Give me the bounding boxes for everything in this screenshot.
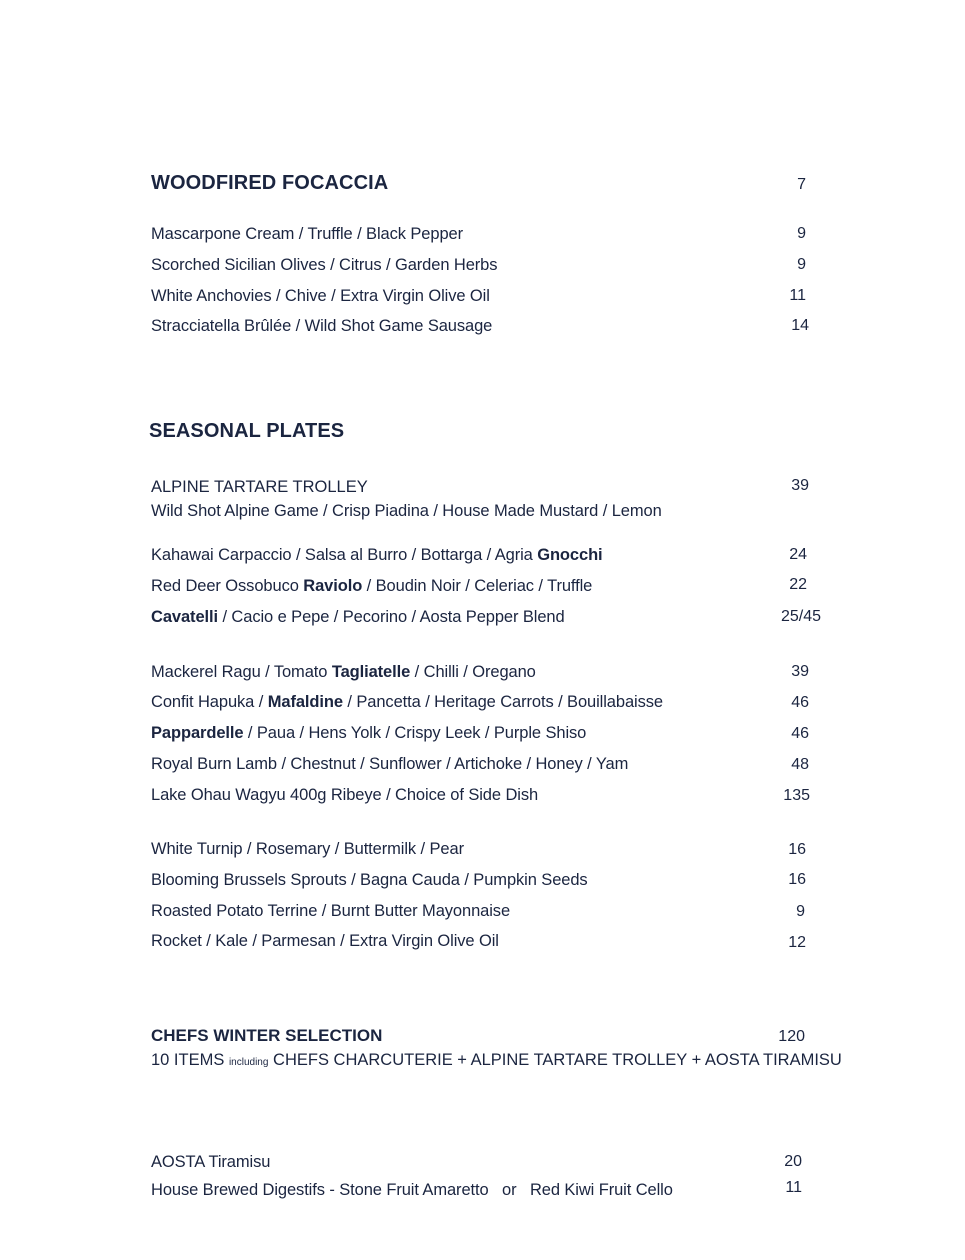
menu-item-kahawai: Kahawai Carpaccio / Salsa al Burro / Bottarga / Agria Gnocchi bbox=[151, 546, 603, 564]
focaccia-item-price: 11 bbox=[789, 287, 806, 304]
focaccia-item-name: Scorched Sicilian Olives / Citrus / Garden Herbs bbox=[151, 256, 498, 274]
seasonal-heading: SEASONAL PLATES bbox=[149, 420, 345, 442]
menu-item-price: 24 bbox=[789, 546, 807, 563]
side-item-name: Roasted Potato Terrine / Burnt Butter Mayonnaise bbox=[151, 902, 511, 920]
side-item-name: Blooming Brussels Sprouts / Bagna Cauda / Pumpkin Seeds bbox=[151, 871, 588, 889]
trolley-description: Wild Shot Alpine Game / Crisp Piadina / House Made Mustard / Lemon bbox=[151, 502, 662, 520]
focaccia-item-price: 14 bbox=[791, 317, 809, 334]
chefs-selection-description: 10 ITEMS including CHEFS CHARCUTERIE + ALPINE TARTARE TROLLEY + AOSTA TIRAMISU bbox=[151, 1051, 842, 1069]
focaccia-item-price: 9 bbox=[797, 256, 806, 273]
menu-item-mafaldine: Confit Hapuka / Mafaldine / Pancetta / Heritage Carrots / Bouillabaisse bbox=[151, 693, 663, 711]
menu-item-wagyu: Lake Ohau Wagyu 400g Ribeye / Choice of Side Dish bbox=[151, 786, 539, 804]
focaccia-price: 7 bbox=[797, 176, 806, 193]
menu-item-price: 48 bbox=[791, 756, 809, 773]
dessert-digestifs-price: 11 bbox=[785, 1179, 802, 1196]
menu-item-price: 135 bbox=[783, 787, 810, 804]
focaccia-item-name: Stracciatella Brûlée / Wild Shot Game Sausage bbox=[151, 317, 493, 335]
menu-item-price: 25/45 bbox=[780, 608, 821, 625]
trolley-price: 39 bbox=[791, 477, 809, 494]
menu-item-raviolo: Red Deer Ossobuco Raviolo / Boudin Noir / Celeriac / Truffle bbox=[151, 577, 593, 595]
dessert-digestifs: House Brewed Digestifs - Stone Fruit Amaretto or Red Kiwi Fruit Cello bbox=[151, 1181, 673, 1199]
menu-item-price: 46 bbox=[791, 725, 809, 742]
focaccia-heading: WOODFIRED FOCACCIA bbox=[151, 172, 389, 194]
menu-item-price: 39 bbox=[791, 663, 809, 680]
focaccia-item-price: 9 bbox=[797, 225, 806, 242]
menu-item-cavatelli: Cavatelli / Cacio e Pepe / Pecorino / Aosta Pepper Blend bbox=[151, 608, 565, 626]
dessert-tiramisu: AOSTA Tiramisu bbox=[151, 1153, 271, 1171]
chefs-selection-heading: CHEFS WINTER SELECTION bbox=[151, 1026, 383, 1045]
menu-item-tagliatelle: Mackerel Ragu / Tomato Tagliatelle / Chilli / Oregano bbox=[151, 663, 536, 681]
side-item-name: White Turnip / Rosemary / Buttermilk / Pear bbox=[151, 840, 464, 858]
side-item-name: Rocket / Kale / Parmesan / Extra Virgin Olive Oil bbox=[151, 932, 499, 950]
menu-item-lamb: Royal Burn Lamb / Chestnut / Sunflower / Artichoke / Honey / Yam bbox=[151, 755, 629, 773]
trolley-name: ALPINE TARTARE TROLLEY bbox=[151, 478, 368, 496]
side-item-price: 16 bbox=[788, 841, 806, 858]
side-item-price: 9 bbox=[796, 903, 805, 920]
focaccia-item-name: Mascarpone Cream / Truffle / Black Pepper bbox=[151, 225, 463, 243]
dessert-tiramisu-price: 20 bbox=[784, 1153, 802, 1170]
menu-item-price: 46 bbox=[791, 694, 809, 711]
menu-item-price: 22 bbox=[789, 576, 807, 593]
menu-item-pappardelle: Pappardelle / Paua / Hens Yolk / Crispy Leek / Purple Shiso bbox=[151, 724, 587, 742]
focaccia-item-name: White Anchovies / Chive / Extra Virgin Olive Oil bbox=[151, 287, 490, 305]
side-item-price: 16 bbox=[788, 871, 806, 888]
side-item-price: 12 bbox=[788, 934, 806, 951]
chefs-selection-price: 120 bbox=[778, 1028, 805, 1045]
